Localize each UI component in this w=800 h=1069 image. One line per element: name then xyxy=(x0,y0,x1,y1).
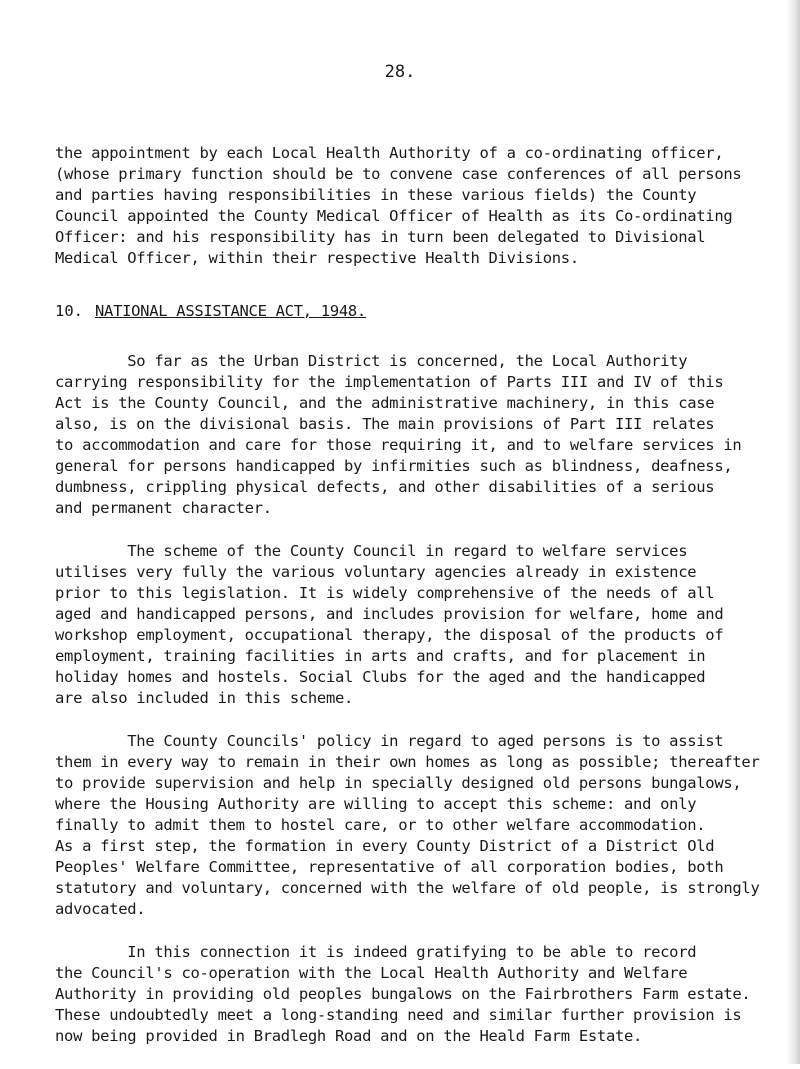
text-line: Council appointed the County Medical Officer of Health as its Co-ordinating xyxy=(55,207,733,225)
text-line: are also included in this scheme. xyxy=(55,689,354,707)
text-line: the appointment by each Local Health Authority of a co-ordinating officer, xyxy=(55,144,724,162)
text-line: carrying responsibility for the implementation of Parts III and IV of this xyxy=(55,373,724,391)
text-line: them in every way to remain in their own homes as long as possible; thereafter xyxy=(55,753,760,771)
text-line: finally to admit them to hostel care, or to other welfare accommodation. xyxy=(55,816,706,834)
text-line: These undoubtedly meet a long-standing need and similar further provision is xyxy=(55,1006,742,1024)
text-line: (whose primary function should be to convene case conferences of all persons xyxy=(55,165,742,183)
paragraph xyxy=(55,731,785,920)
text-line: advocated. xyxy=(55,900,146,918)
text-line: The County Councils' policy in regard to aged persons is to assist xyxy=(55,732,724,750)
text-line: where the Housing Authority are willing to accept this scheme: and only xyxy=(55,795,697,813)
text-line: and permanent character. xyxy=(55,499,272,517)
text-line: holiday homes and hostels. Social Clubs for the aged and the handicapped xyxy=(55,668,706,686)
text-line: general for persons handicapped by infirmities such as blindness, deafness, xyxy=(55,457,733,475)
text-line: prior to this legislation. It is widely comprehensive of the needs of all xyxy=(55,584,715,602)
paragraph xyxy=(55,351,785,519)
page-number: 28. xyxy=(384,62,416,82)
text-line: now being provided in Bradlegh Road and on the Heald Farm Estate. xyxy=(55,1027,643,1045)
text-line: to accommodation and care for those requiring it, and to welfare services in xyxy=(55,436,742,454)
text-line: Authority in providing old peoples bungalows on the Fairbrothers Farm estate. xyxy=(55,985,751,1003)
text-line: the Council's co-operation with the Local Health Authority and Welfare xyxy=(55,964,688,982)
text-line: statutory and voluntary, concerned with the welfare of old people, is strongly xyxy=(55,879,760,897)
page-edge-shadow xyxy=(786,0,800,1064)
text-line: In this connection it is indeed gratifying to be able to record xyxy=(55,943,697,961)
text-line: also, is on the divisional basis. The main provisions of Part III relates xyxy=(55,415,715,433)
section-title: NATIONAL ASSISTANCE ACT, 1948. xyxy=(95,302,366,320)
text-line: So far as the Urban District is concerned, the Local Authority xyxy=(55,352,688,370)
text-line: to provide supervision and help in specially designed old persons bungalows, xyxy=(55,774,742,792)
text-line: The scheme of the County Council in regard to welfare services xyxy=(55,542,688,560)
document-body xyxy=(55,143,785,1069)
text-line: Peoples' Welfare Committee, representative of all corporation bodies, both xyxy=(55,858,724,876)
paragraph xyxy=(55,942,785,1047)
text-line: Officer: and his responsibility has in turn been delegated to Divisional xyxy=(55,228,706,246)
text-line: Act is the County Council, and the administrative machinery, in this case xyxy=(55,394,715,412)
text-line: and parties having responsibilities in these various fields) the County xyxy=(55,186,697,204)
section-number: 10. xyxy=(55,302,83,320)
text-line: employment, training facilities in arts and crafts, and for placement in xyxy=(55,647,706,665)
intro-paragraph xyxy=(55,143,785,269)
text-line: As a first step, the formation in every County District of a District Old xyxy=(55,837,715,855)
text-line: Medical Officer, within their respective Health Divisions. xyxy=(55,249,579,267)
text-line: workshop employment, occupational therapy, the disposal of the products of xyxy=(55,626,724,644)
paragraph xyxy=(55,541,785,709)
text-line: utilises very fully the various voluntary agencies already in existence xyxy=(55,563,697,581)
section-heading xyxy=(55,301,785,320)
text-line: dumbness, crippling physical defects, and other disabilities of a serious xyxy=(55,478,715,496)
text-line: aged and handicapped persons, and includes provision for welfare, home and xyxy=(55,605,724,623)
section-body xyxy=(55,351,785,1047)
